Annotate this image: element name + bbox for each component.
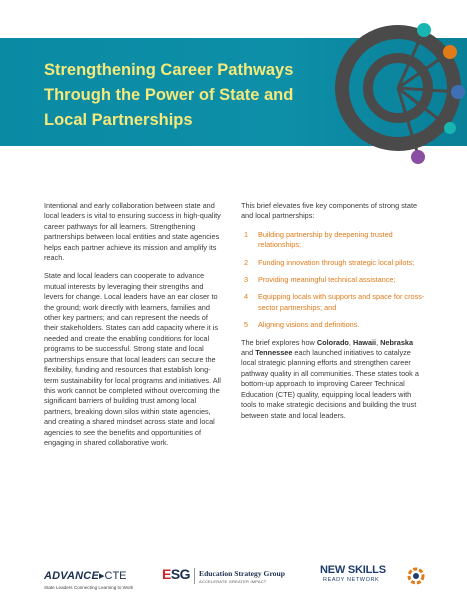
- list-item: 2 Funding innovation through strategic local pilots;: [244, 257, 415, 267]
- components-intro: This brief elevates five key components of strong state and local partnerships:: [241, 201, 418, 221]
- state-colorado: Colorado: [316, 337, 349, 347]
- esg-logo: ESG Education Strategy Group ACCELERATE GREATER IMPACT: [162, 566, 285, 584]
- dot-blue-icon: [451, 85, 465, 99]
- dot-teal-icon: [417, 23, 431, 37]
- cte-arrow-icon: ▸: [98, 570, 105, 582]
- body-paragraph: State and local leaders can cooperate to advance mutual interests by leveraging their strengths and levers for change. Local leaders have an ear closer to the ground; work directly with learners, families and other key partners; and can represent the needs of their stakeholders. States can add capacity where it is needed and create the enabling conditions for local programs to be successful. Strong state and local partnerships ensure that local leaders can secure the flexibility, funding and resources that establish long-term sustainability for local programs and initiatives. All this work cannot be completed without overcoming the significant barriers of building trust among local partners, breaking down silos within state agencies, and creating a shared mindset across state and local agencies to see the benefits and opportunities of engaging in shared collaborative work.: [44, 271, 221, 447]
- right-column: [241, 201, 426, 429]
- dot-purple-icon: [411, 150, 425, 164]
- title-line-1: Strengthening Career Pathways: [44, 61, 294, 79]
- brief-summary-paragraph: The brief explores how Colorado, Hawaii, Nebraska and Tennessee each launched initiatives to catalyze local strategic planning efforts and strengthen career pathway quality in all communities. These states took a bottom-up approach to improving Career Technical Education (CTE) quality, equipping local leaders with tools to make strategic decisions and building the trust between state and local leaders.: [241, 337, 419, 420]
- title-line-2: Through the Power of State and: [44, 86, 294, 104]
- new-skills-ready-network-logo: NEW SKILLS READY NETWORK: [320, 564, 430, 590]
- title-line-3: Local Partnerships: [44, 111, 193, 129]
- state-nebraska: Nebraska: [380, 337, 413, 347]
- intro-paragraph: Intentional and early collaboration between state and local leaders is vital to ensuring success in high-quality career pathways for all learners. Strengthening partnerships between local entities and state agencies helps each partner achieve its mission and amplify its reach.: [44, 201, 221, 263]
- dot-orange-icon: [443, 45, 457, 59]
- network-ring-graphic: [300, 0, 467, 190]
- gear-icon: [404, 564, 428, 588]
- list-item: 1 Building partnership by deepening trusted relationships;: [244, 229, 393, 250]
- page-title: [44, 58, 304, 133]
- state-hawaii: Hawaii: [352, 337, 377, 347]
- footer-logos: [0, 560, 467, 596]
- dot-teal-small-icon: [444, 122, 456, 134]
- state-tennessee: Tennessee: [255, 348, 293, 358]
- left-column: [44, 201, 224, 456]
- advance-cte-logo: ADVANCE▸CTE State Leaders Connecting Learning to Work: [44, 570, 134, 590]
- list-item: 3 Providing meaningful technical assistance;: [244, 275, 396, 285]
- list-item: 4 Equipping locals with supports and space for cross-sector partnerships; and: [244, 292, 425, 312]
- components-list: [241, 230, 426, 331]
- list-item: 5 Aligning visions and definitions.: [244, 320, 360, 330]
